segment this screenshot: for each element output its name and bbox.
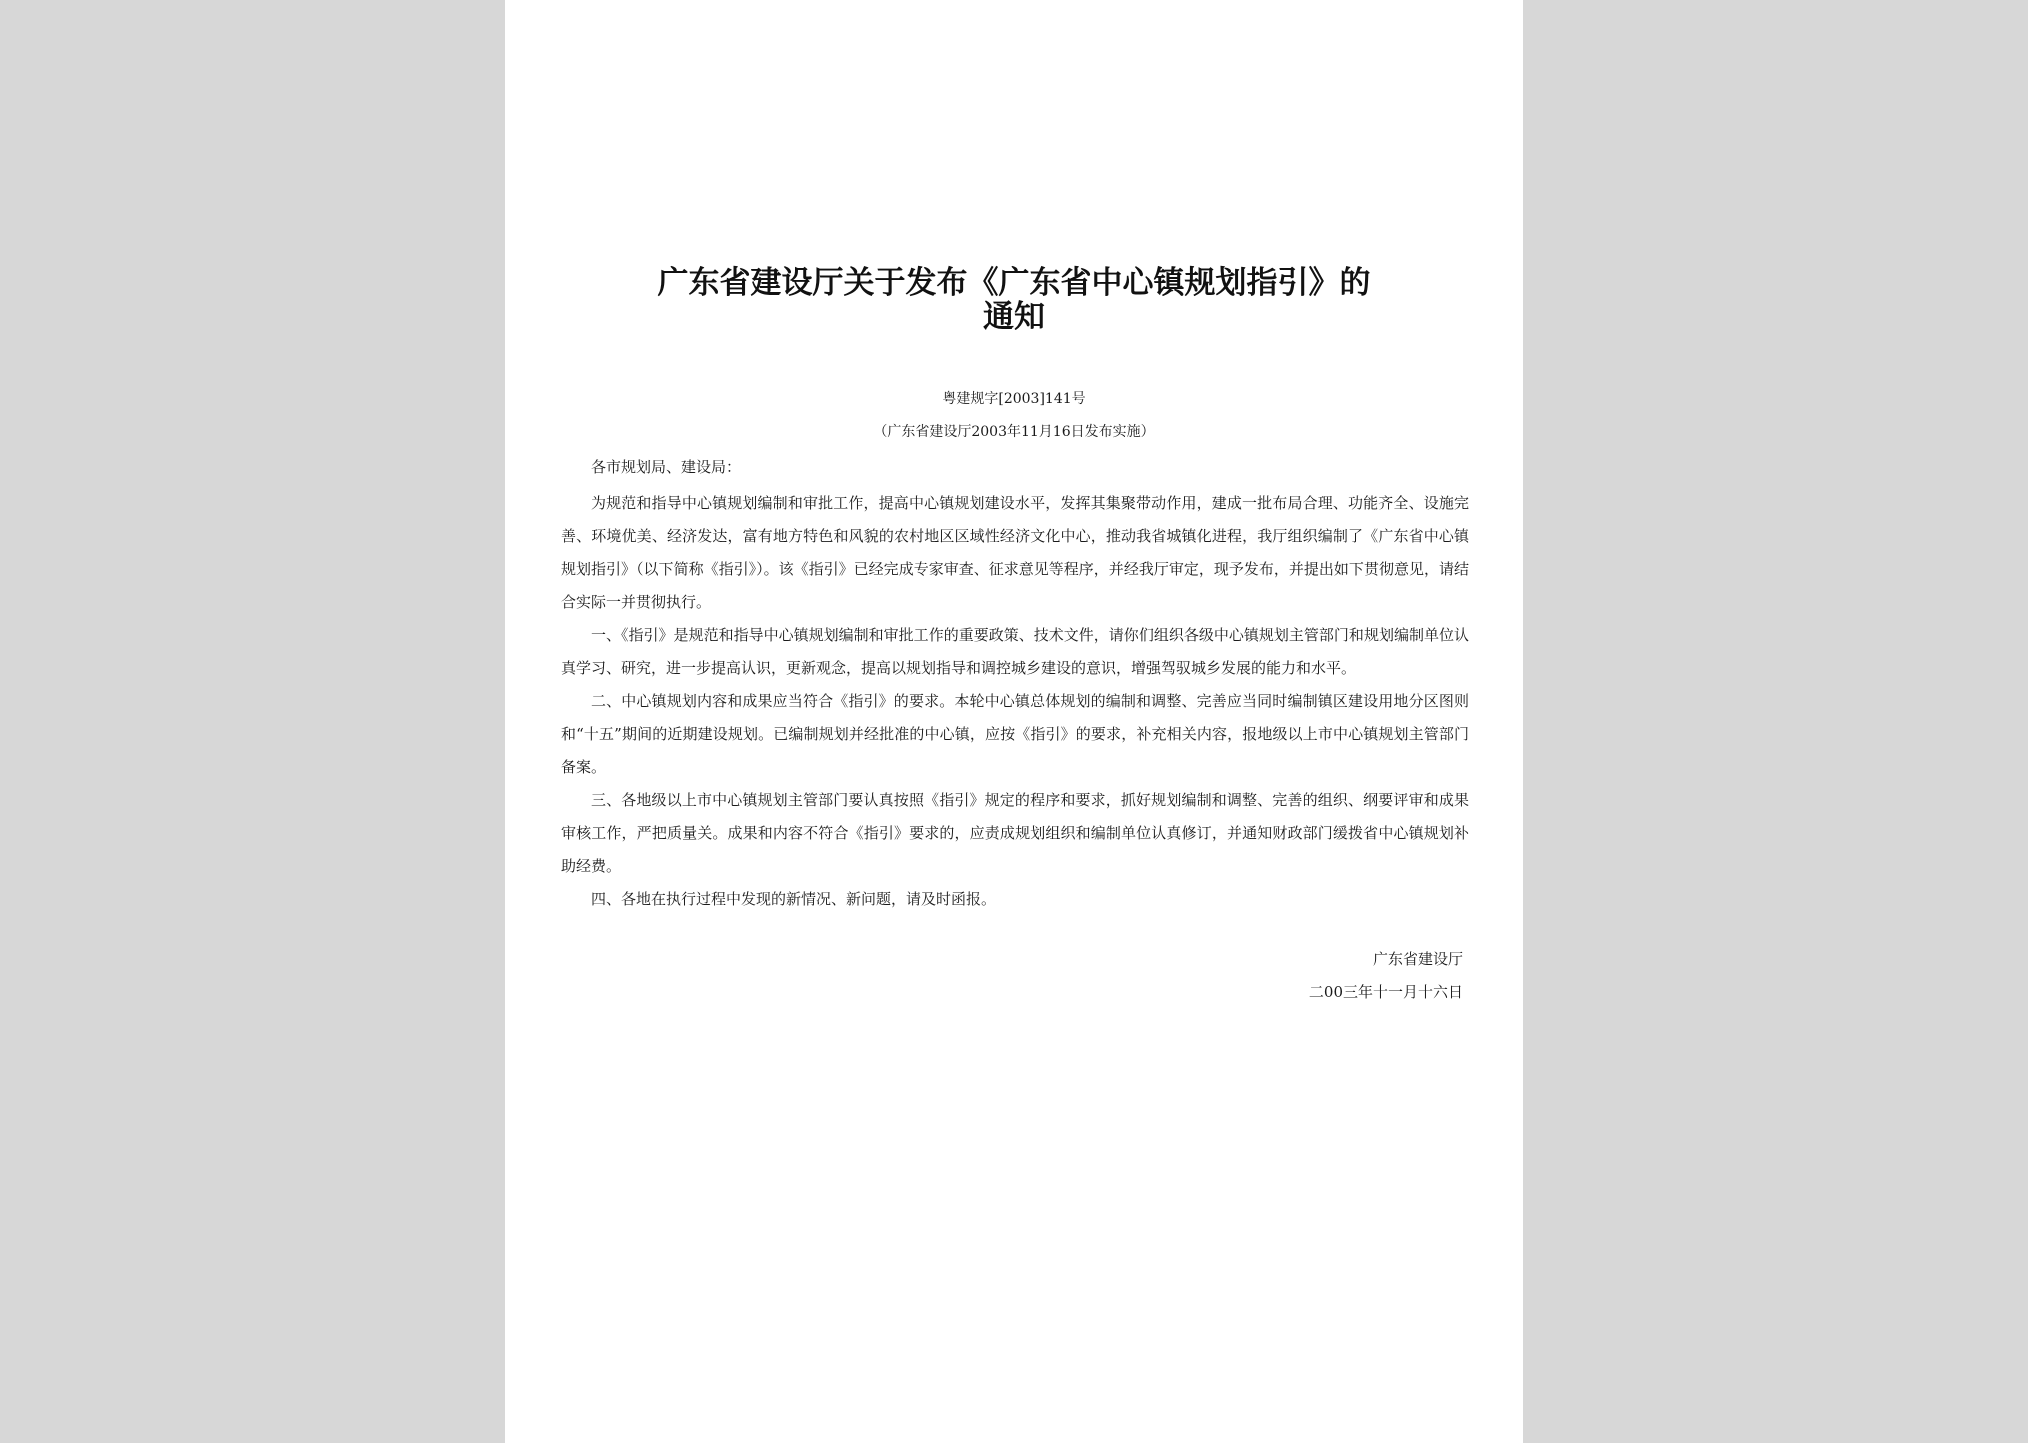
body-paragraph: 一、《指引》是规范和指导中心镇规划编制和审批工作的重要政策、技术文件，请你们组织各级中心镇规划主管部门和规划编制单位认真学习、研究，进一步提高认识，更新观念，提高以规划指导和调控城乡建设的意识，增强驾驭城乡发展的能力和水平。 [561,626,1469,677]
body-paragraph: 二、中心镇规划内容和成果应当符合《指引》的要求。本轮中心镇总体规划的编制和调整、完善应当同时编制镇区建设用地分区图则和“十五”期间的近期建设规划。已编制规划并经批准的中心镇，应按《指引》的要求，补充相关内容，报地级以上市中心镇规划主管部门备案。 [561,692,1469,776]
body-paragraph: 为规范和指导中心镇规划编制和审批工作，提高中心镇规划建设水平，发挥其集聚带动作用，建成一批布局合理、功能齐全、设施完善、环境优美、经济发达，富有地方特色和风貌的农村地区区域性经济文化中心，推动我省城镇化进程，我厅组织编制了《广东省中心镇规划指引》（以下简称《指引》）。该《指引》已经完成专家审查、征求意见等程序，并经我厅审定，现予发布，并提出如下贯彻意见，请结合实际一并贯彻执行。 [561,494,1469,611]
document-title-line-1: 广东省建设厅关于发布《广东省中心镇规划指引》的 [657,265,1371,301]
salutation: 各市规划局、建设局： [591,458,742,476]
document-page [505,0,1523,1443]
signature-organization: 广东省建设厅 [1372,950,1463,968]
body-paragraph: 三、各地级以上市中心镇规划主管部门要认真按照《指引》规定的程序和要求，抓好规划编制和调整、完善的组织、纲要评审和成果审核工作，严把质量关。成果和内容不符合《指引》要求的，应责成规划组织和编制单位认真修订，并通知财政部门缓拨省中心镇规划补助经费。 [561,791,1469,875]
document-title-line-2: 通知 [983,299,1045,335]
signature-date: 二00三年十一月十六日 [1308,983,1463,1001]
body-paragraph: 四、各地在执行过程中发现的新情况、新问题，请及时函报。 [591,890,997,908]
document-body [561,455,1469,916]
issued-note: （广东省建设厅2003年11月16日发布实施） [873,424,1155,440]
document-number: 粤建规字[2003]141号 [942,391,1086,407]
